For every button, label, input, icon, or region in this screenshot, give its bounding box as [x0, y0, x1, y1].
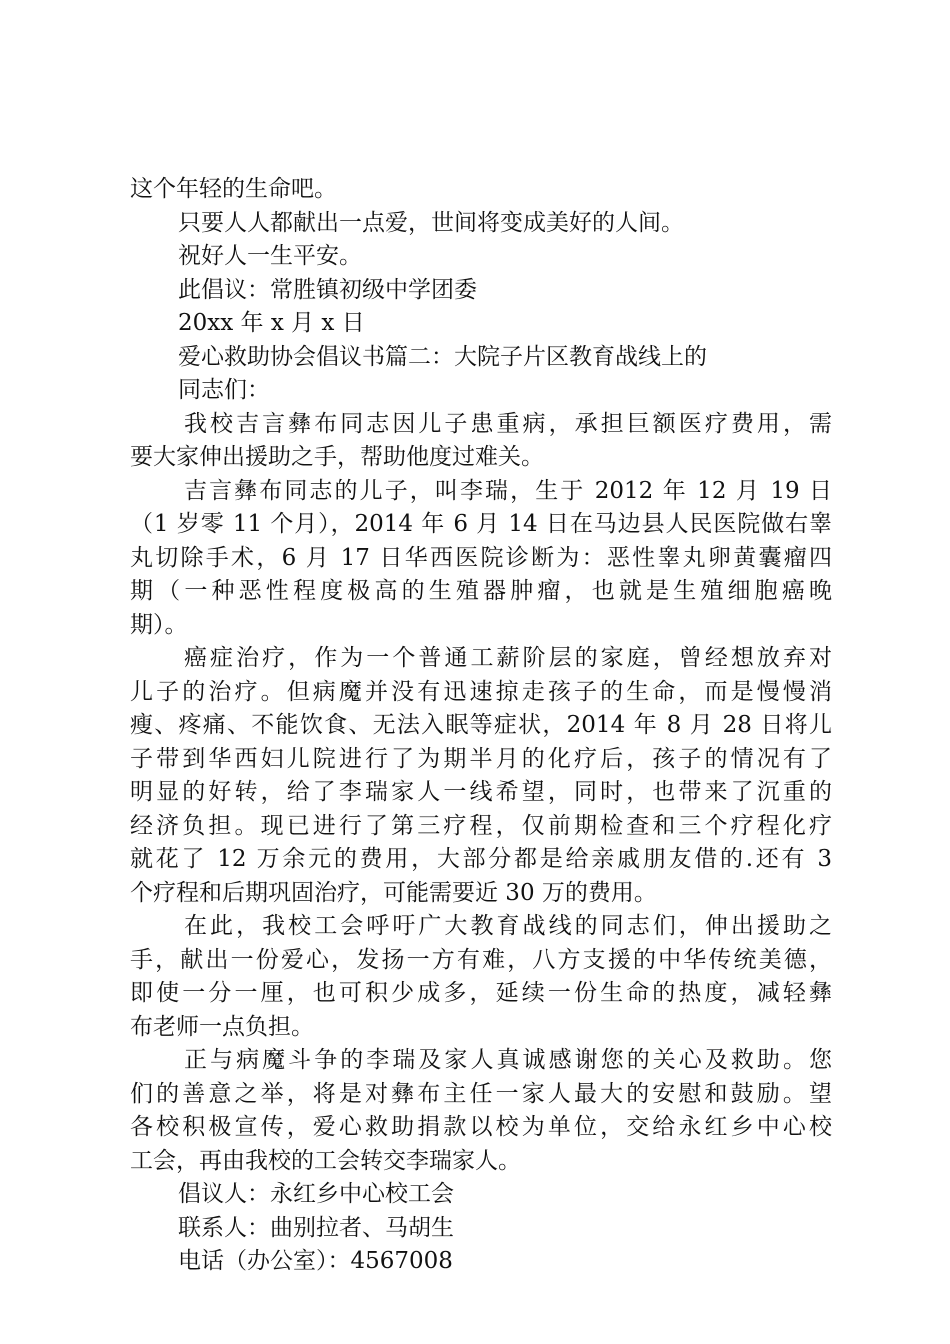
paragraph-line: 丸切除手术，6 月 17 日华西医院诊断为：恶性睾丸卵黄囊瘤四: [130, 544, 832, 571]
paragraph-line: 即使一分一厘，也可积少成多，延续一份生命的热度，减轻彝: [130, 980, 832, 1006]
paragraph-line: 正与病魔斗争的李瑞及家人真诚感谢您的关心及救助。您: [184, 1047, 832, 1073]
paragraph-line: 吉言彝布同志的儿子，叫李瑞，生于 2012 年 12 月 19 日: [184, 477, 832, 504]
paragraph-line: 期（一种恶性程度极高的生殖器肿瘤，也就是生殖细胞癌晚: [130, 578, 832, 604]
paragraph-line: 要大家伸出援助之手，帮助他度过难关。: [130, 444, 544, 470]
signature-line: 此倡议：常胜镇初级中学团委: [178, 276, 477, 303]
date-line: 20xx 年 x 月 x 日: [178, 310, 365, 336]
paragraph-line: 各校积极宣传，爱心救助捐款以校为单位，交给永红乡中心校: [130, 1114, 832, 1140]
paragraph-line: 在此，我校工会呼吁广大教育战线的同志们，伸出援助之: [184, 913, 832, 939]
paragraph-line: 工会，再由我校的工会转交李瑞家人。: [130, 1147, 521, 1174]
paragraph-line: 手，献出一份爱心，发扬一方有难，八方支援的中华传统美德，: [130, 946, 832, 973]
paragraph-line: 明显的好转，给了李瑞家人一线希望，同时，也带来了沉重的: [130, 779, 832, 805]
paragraph-line: 个疗程和后期巩固治疗，可能需要近 30 万的费用。: [130, 879, 657, 906]
paragraph-line: 期）。: [130, 611, 188, 638]
paragraph-line: 布老师一点负担。: [130, 1013, 314, 1040]
salutation: 同志们：: [178, 377, 270, 403]
paragraph-line: 就花了 12 万余元的费用，大部分都是给亲戚朋友借的.还有 3: [130, 846, 832, 872]
section-title: 爱心救助协会倡议书篇二：大院子片区教育战线上的: [178, 343, 707, 370]
paragraph-line: 子带到华西妇儿院进行了为期半月的化疗后，孩子的情况有了: [130, 745, 832, 772]
paragraph-line: 我校吉言彝布同志因儿子患重病，承担巨额医疗费用，需: [184, 410, 832, 437]
document-body: [130, 173, 832, 1279]
paragraph-line: 们的善意之举，将是对彝布主任一家人最大的安慰和鼓励。望: [130, 1080, 832, 1107]
text-line: 只要人人都献出一点爱，世间将变成美好的人间。: [178, 209, 684, 236]
paragraph-line: 经济负担。现已进行了第三疗程，仅前期检查和三个疗程化疗: [130, 812, 832, 839]
contact-line: 联系人：曲别拉者、马胡生: [178, 1214, 454, 1241]
paragraph-line: 癌症治疗，作为一个普通工薪阶层的家庭，曾经想放弃对: [184, 645, 832, 671]
text-line: 祝好人一生平安。: [178, 243, 362, 269]
phone-line: 电话（办公室）：4567008: [178, 1248, 453, 1274]
paragraph-line: 瘦、疼痛、不能饮食、无法入眠等症状，2014 年 8 月 28 日将儿: [130, 712, 832, 738]
paragraph-line: 儿子的治疗。但病魔并没有迅速掠走孩子的生命，而是慢慢消: [130, 678, 832, 705]
text-line: 这个年轻的生命吧。: [130, 176, 337, 202]
initiator-line: 倡议人：永红乡中心校工会: [178, 1181, 454, 1207]
paragraph-line: （1 岁零 11 个月），2014 年 6 月 14 日在马边县人民医院做右睾: [130, 511, 832, 537]
